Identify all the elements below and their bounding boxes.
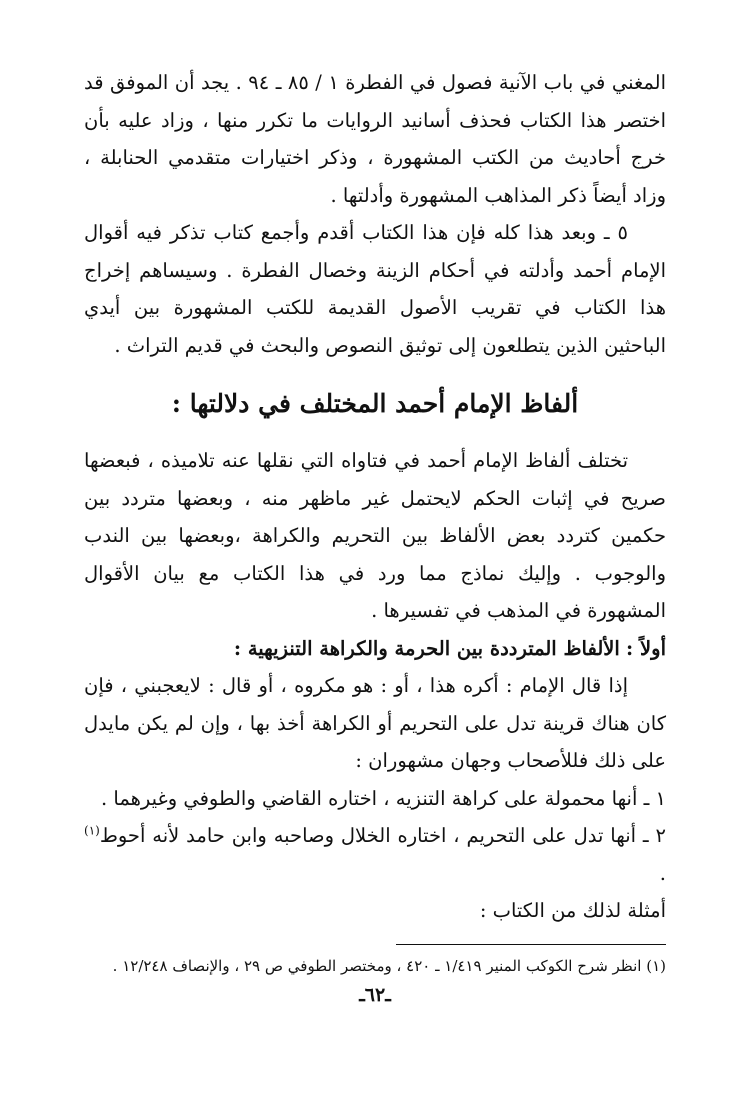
page-number: ـ٦٢ـ xyxy=(359,984,391,1006)
footnote-ref: (١) xyxy=(84,823,100,838)
body-paragraph: ٥ ـ وبعد هذا كله فإن هذا الكتاب أقدم وأجمع كتاب تذكر فيه أقوال الإمام أحمد وأدلته في أحكام الزينة وخصال الفطرة . وسيساهم إخراج هذا الكتاب في تقريب الأصول القديمة للكتب المشهورة بين أيدي الباحثين الذين يتطلعون إلى توثيق النصوص والبحث في قديم التراث . xyxy=(84,221,666,357)
intro-paragraph: تختلف ألفاظ الإمام أحمد في فتاواه التي نقلها عنه تلاميذه ، فبعضها صريح في إثبات الحكم لايحتمل غير ماظهر منه ، وبعضها متردد بين حكمين كتردد بعض الألفاظ بين التحريم والكراهة ،وبعضها بين الندب والوجوب . وإليك نماذج مما ورد في هذا الكتاب مع بيان الأقوال المشهورة في المذهب في تفسيرها . xyxy=(84,449,666,622)
subsection-heading xyxy=(84,630,666,668)
subsection-title: الألفاظ المترددة بين الحرمة والكراهة التنزيهية : xyxy=(233,636,620,660)
page-body xyxy=(84,64,666,980)
examples-label: أمثلة لذلك من الكتاب : xyxy=(479,899,666,922)
list-item-text: ٢ ـ أنها تدل على التحريم ، اختاره الخلال وصاحبه وابن حامد لأنه أحوط xyxy=(99,824,666,847)
footnote: (١) انظر شرح الكوكب المنير ١/٤١٩ ـ ٤٢٠ ، ومختصر الطوفي ص ٢٩ ، والإنصاف ١٢/٢٤٨ . xyxy=(112,956,666,975)
list-item xyxy=(84,817,666,892)
list-item: ١ ـ أنها محمولة على كراهة التنزيه ، اختاره القاضي والطوفي وغيرهما . xyxy=(100,786,666,810)
section-heading: ألفاظ الإمام أحمد المختلف في دلالتها : xyxy=(171,389,579,418)
subsection-label: أولاً : xyxy=(626,636,666,660)
footnote-divider xyxy=(396,944,666,945)
rule-paragraph: إذا قال الإمام : أكره هذا ، أو : هو مكروه ، أو قال : لايعجبني ، فإن كان هناك قرينة تدل على التحريم أو الكراهة أخذ بها ، وإن لم يكن مايدل على ذلك فللأصحاب وجهان مشهوران : xyxy=(84,674,666,772)
list-item-trailing: . xyxy=(659,861,666,885)
body-paragraph: المغني في باب الآنية فصول في الفطرة ١ / ٨٥ ـ ٩٤ . يجد أن الموفق قد اختصر هذا الكتاب فحذف أسانيد الروايات ما تكرر منها ، وزاد عليه بأن خرج أحاديث من الكتب المشهورة ، وذكر اختيارات متقدمي الحنابلة ، وزاد أيضاً ذكر المذاهب المشهورة وأدلتها . xyxy=(84,71,666,207)
